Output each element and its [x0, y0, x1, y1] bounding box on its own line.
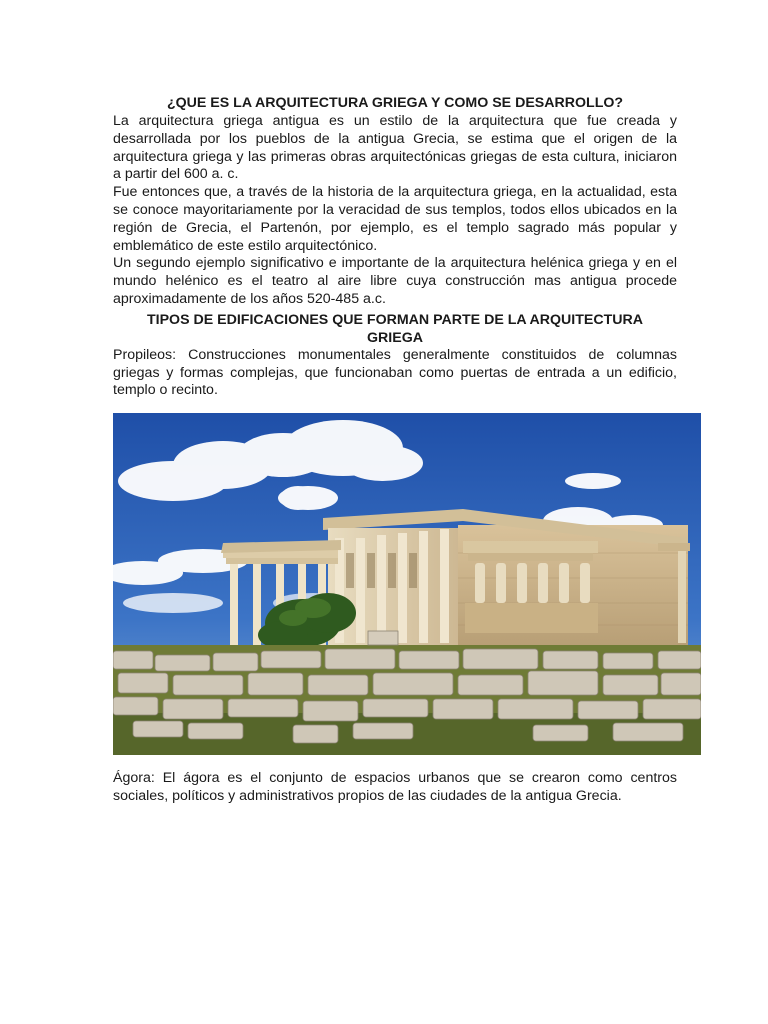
- paragraph-theater: Un segundo ejemplo significativo e importante de la arquitectura helénica griega y en el mundo helénico es el teatro al aire libre cuya construcción mas antigua procede aproximadamente de los años 520-485 a.c.: [113, 255, 677, 307]
- paragraph-agora: Ágora: El ágora es el conjunto de espacios urbanos que se crearon como centros sociales, políticos y administrativos propios de las ciudades de la antigua Grecia.: [113, 770, 677, 804]
- document-body: [113, 94, 677, 400]
- paragraph-temples: Fue entonces que, a través de la historia de la arquitectura griega, en la actualidad, esta se conoce mayoritariamente por la veracidad de sus templos, todos ellos ubicados en la región de Grecia, el Partenón, por ejemplo, es el templo sagrado más popular y emblemático de este estilo arquitectónico.: [113, 184, 677, 254]
- document-body-lower: [113, 770, 677, 806]
- section-heading: TIPOS DE EDIFICACIONES QUE FORMAN PARTE DE LA ARQUITECTURA GRIEGA: [146, 311, 644, 346]
- erechtheion-photo: [113, 413, 701, 755]
- paragraph-origin: La arquitectura griega antigua es un estilo de la arquitectura que fue creada y desarrollada por los pueblos de la antigua Grecia, se estima que el origen de la arquitectura griega y las primeras obras arquitectónicas griegas de esta cultura, iniciaron a partir del 600 a. c.: [113, 113, 677, 183]
- paragraph-propileos: Propileos: Construcciones monumentales generalmente constituidos de columnas griegas y formas complejas, que funcionaban como puertas de entrada a un edificio, templo o recinto.: [113, 346, 677, 399]
- page-title: ¿QUE ES LA ARQUITECTURA GRIEGA Y COMO SE DESARROLLO?: [166, 95, 624, 111]
